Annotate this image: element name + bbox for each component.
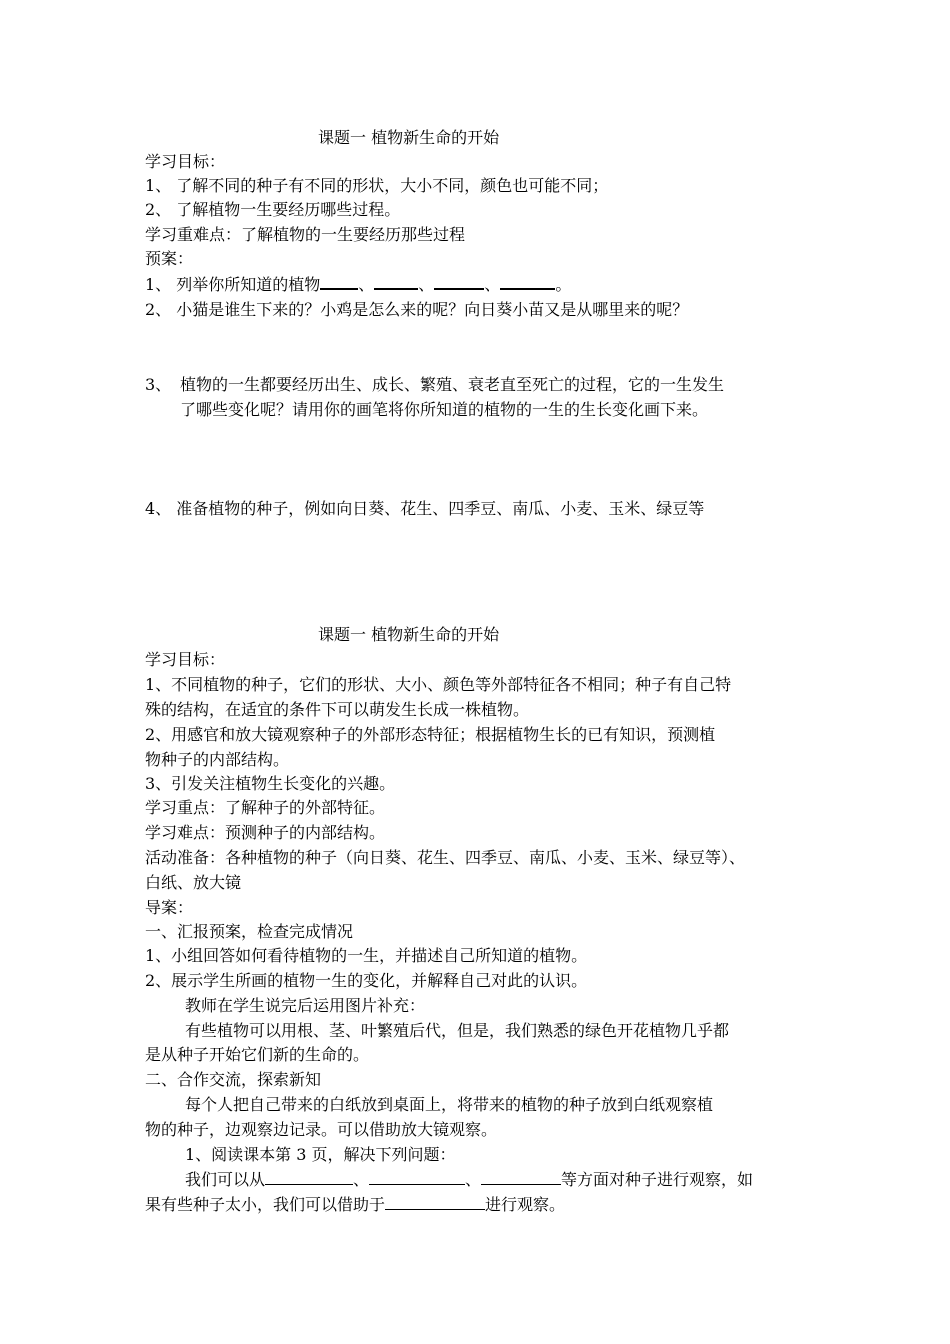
sentence-text: 进行观察。: [485, 1195, 566, 1214]
paragraph: 是从种子开始它们新的生命的。: [145, 1045, 370, 1064]
goal-item: 2、 了解植物一生要经历哪些过程。: [145, 200, 401, 219]
question-1: [145, 272, 571, 297]
question-3-line: 了哪些变化呢？请用你的画笔将你所知道的植物的一生的生长变化画下来。: [180, 400, 709, 419]
fill-blank[interactable]: [434, 272, 484, 290]
teacher-note: 教师在学生说完后运用图片补充：: [185, 996, 426, 1015]
section-heading: 一、汇报预案，检查完成情况: [145, 922, 354, 941]
separator: 、: [484, 275, 501, 294]
goal-item: 3、引发关注植物生长变化的兴趣。: [145, 774, 396, 793]
sentence-text: 我们可以从: [185, 1170, 266, 1189]
question-4: 4、 准备植物的种子，例如向日葵、花生、四季豆、南瓜、小麦、玉米、绿豆等: [145, 499, 705, 518]
fill-blank[interactable]: [385, 1193, 485, 1210]
page-title: 课题一 植物新生命的开始: [318, 128, 500, 147]
task-item: 1、阅读课本第 3 页，解决下列问题：: [185, 1145, 456, 1164]
paragraph: 物的种子，边观察边记录。可以借助放大镜观察。: [145, 1120, 498, 1139]
period: 。: [555, 275, 572, 294]
goals-heading: 学习目标：: [145, 650, 226, 669]
fill-sentence: [145, 1193, 565, 1217]
sentence-text: 等方面对种子进行观察，如: [561, 1170, 754, 1189]
separator: 、: [353, 1170, 370, 1189]
question-3-line: 植物的一生都要经历出生、成长、繁殖、衰老直至死亡的过程，它的一生发生: [180, 375, 725, 394]
fill-blank[interactable]: [481, 1168, 561, 1185]
goal-item: 1、不同植物的种子，它们的形状、大小、颜色等外部特征各不相同；种子有自己特: [145, 675, 732, 694]
key-point: 学习重难点：了解植物的一生要经历那些过程: [145, 225, 466, 244]
difficulty: 学习难点：预测种子的内部结构。: [145, 823, 386, 842]
fill-blank[interactable]: [374, 272, 418, 290]
fill-blank[interactable]: [500, 272, 555, 290]
guide-heading: 导案：: [145, 898, 194, 917]
activity-prep: 白纸、放大镜: [145, 873, 242, 892]
question-text: 1、 列举你所知道的植物: [145, 275, 321, 294]
fill-blank[interactable]: [320, 272, 358, 290]
goal-item: 2、用感官和放大镜观察种子的外部形态特征；根据植物生长的已有知识，预测植: [145, 725, 716, 744]
goal-item: 物种子的内部结构。: [145, 750, 290, 769]
paragraph: 每个人把自己带来的白纸放到桌面上，将带来的植物的种子放到白纸观察植: [185, 1095, 714, 1114]
fill-blank[interactable]: [369, 1168, 465, 1185]
activity-prep: 活动准备：各种植物的种子（向日葵、花生、四季豆、南瓜、小麦、玉米、绿豆等）、: [145, 848, 746, 867]
key-point: 学习重点：了解种子的外部特征。: [145, 798, 386, 817]
separator: 、: [465, 1170, 482, 1189]
goal-item: 1、 了解不同的种子有不同的形状，大小不同，颜色也可能不同；: [145, 176, 609, 195]
goal-item: 殊的结构，在适宜的条件下可以萌发生长成一株植物。: [145, 700, 530, 719]
preview-heading: 预案：: [145, 249, 194, 268]
question-2: 2、 小猫是谁生下来的？小鸡是怎么来的呢？向日葵小苗又是从哪里来的呢？: [145, 300, 689, 319]
question-3-number: 3、: [145, 375, 172, 394]
separator: 、: [418, 275, 435, 294]
list-item: 1、小组回答如何看待植物的一生，并描述自己所知道的植物。: [145, 946, 588, 965]
separator: 、: [358, 275, 375, 294]
fill-sentence: [185, 1168, 753, 1192]
section-heading: 二、合作交流，探索新知: [145, 1070, 322, 1089]
paragraph: 有些植物可以用根、茎、叶繁殖后代，但是，我们熟悉的绿色开花植物几乎都: [185, 1021, 730, 1040]
page-title: 课题一 植物新生命的开始: [318, 625, 500, 644]
goals-heading: 学习目标：: [145, 152, 226, 171]
list-item: 2、展示学生所画的植物一生的变化，并解释自己对此的认识。: [145, 971, 588, 990]
sentence-text: 果有些种子太小，我们可以借助于: [145, 1195, 386, 1214]
fill-blank[interactable]: [265, 1168, 353, 1185]
